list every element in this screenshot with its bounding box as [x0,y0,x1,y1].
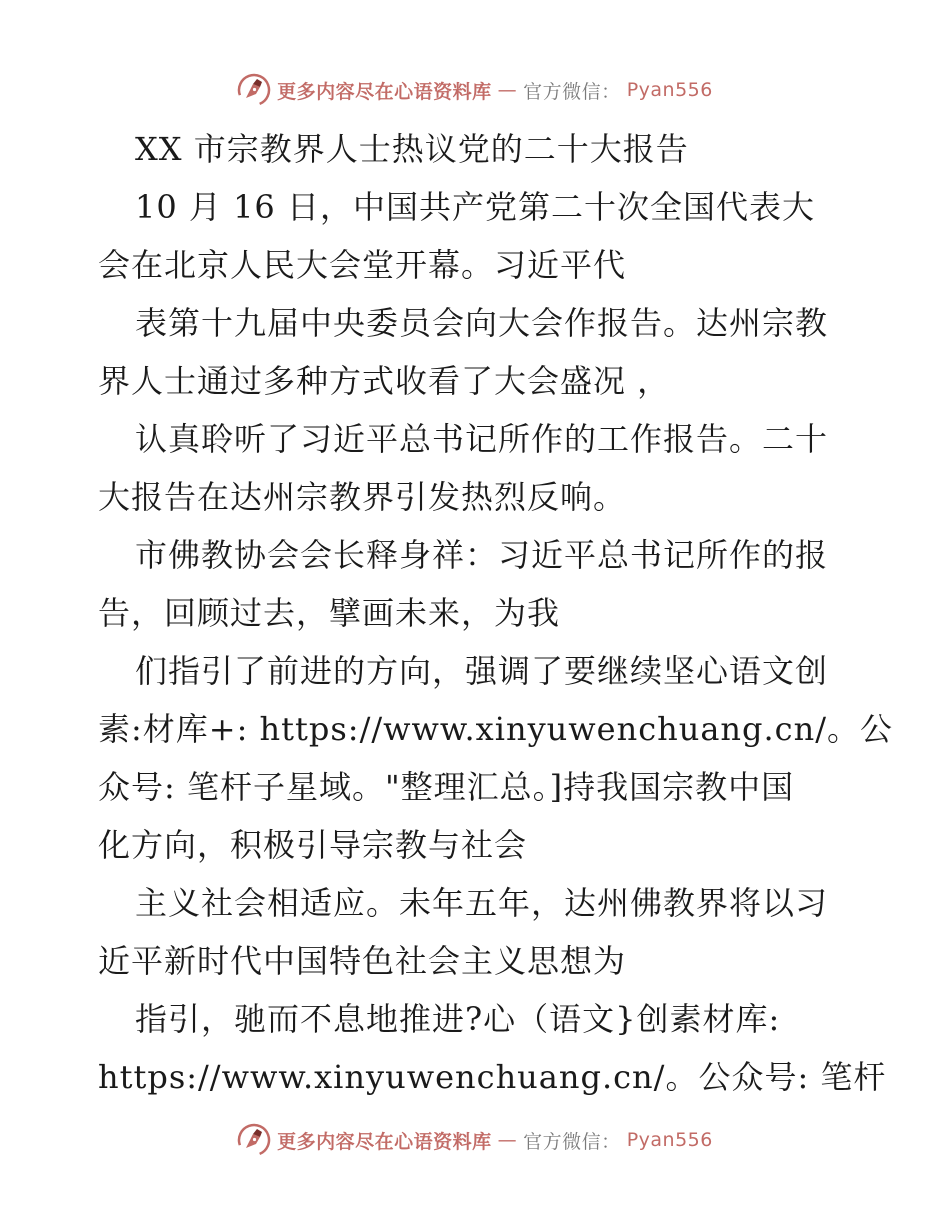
text-line: 表第十九届中央委员会向大会作报告。达州宗教 [135,304,829,342]
text-line: 界人士通过多种方式收看了大会盛况 ， [98,362,671,400]
fountain-pen-nib-logo-icon [237,1123,271,1157]
text-line: 市佛教协会会长释身祥：习近平总书记所作的报 [135,536,829,574]
fountain-pen-nib-logo-icon [237,73,271,107]
text-line: 指引，驰而不息地推进?心（语文}创素材库: [135,1000,781,1038]
text-line: 近平新时代中国特色社会主义思想为 [98,942,627,980]
text-line: https://www.xinyuwenchuang.cn/。公众号: 笔杆 [98,1058,887,1096]
text-line: 众号: 笔杆子星域。"整理汇总。]持我国宗教中国 [98,768,795,806]
text-line: 主义社会相适应。未年五年，达州佛教界将以习 [135,884,829,922]
banner-wechat-handle: Pyan556 [626,79,713,101]
text-line: 认真聆听了习近平总书记所作的工作报告。二十 [135,420,829,458]
text-line: 会在北京人民大会堂开幕。习近平代 [98,246,627,284]
footer-banner [0,1122,950,1158]
banner-dash: — [497,1129,518,1151]
banner-wechat-label: 官方微信： [523,80,621,103]
document-title: XX 市宗教界人士热议党的二十大报告 [135,130,689,168]
banner-main-text: 更多内容尽在心语资料库 [277,80,492,103]
banner-dash: — [497,79,518,101]
text-line: 大报告在达州宗教界引发热烈反响。 [98,478,627,516]
document-body [98,120,893,1106]
text-line: 10 月 16 日，中国共产党第二十次全国代表大 [135,188,815,226]
text-line: 素:材库+: https://www.xinyuwenchuang.cn/。公 [98,710,893,748]
banner-wechat-handle: Pyan556 [626,1129,713,1151]
header-banner [0,72,950,108]
text-line: 们指引了前进的方向，强调了要继续坚心语文创 [135,652,829,690]
banner-main-text: 更多内容尽在心语资料库 [277,1130,492,1153]
text-line: 化方向，积极引导宗教与社会 [98,826,528,864]
banner-wechat-label: 官方微信： [523,1130,621,1153]
text-line: 告，回顾过去，擘画未来，为我 [98,594,561,632]
